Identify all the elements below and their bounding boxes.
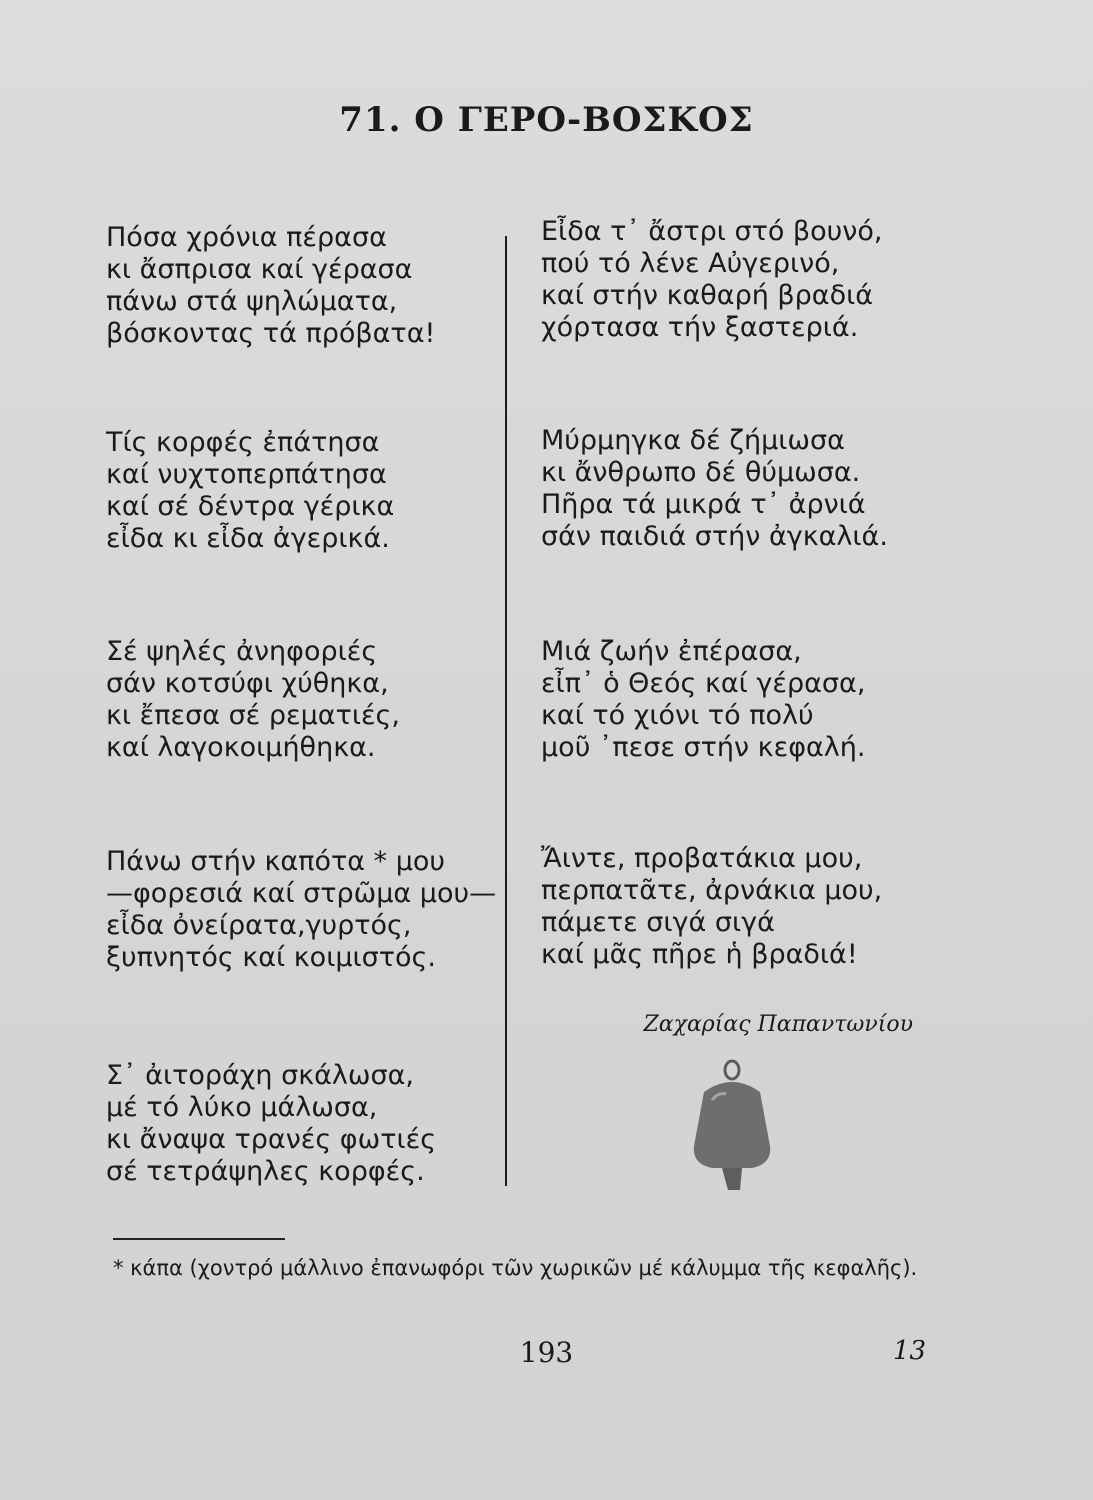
page-number: 193 — [519, 1336, 574, 1369]
verse-line: Μιά ζωήν ἐπέρασα, — [541, 636, 802, 667]
verse-line: κι ἔπεσα σέ ρεματιές, — [106, 700, 400, 731]
stanza-left-4 — [106, 846, 496, 974]
verse-line: σάν κοτσύφι χύθηκα, — [106, 668, 389, 699]
stanza-left-2 — [106, 427, 394, 555]
footnote-rule — [113, 1238, 285, 1240]
stanza-left-5 — [106, 1060, 436, 1188]
verse-line: περπατᾶτε, ἀρνάκια μου, — [541, 875, 883, 906]
verse-line: εἶπ᾽ ὁ Θεός καί γέρασα, — [541, 668, 866, 699]
stanza-right-1 — [541, 216, 882, 344]
bell-icon — [682, 1056, 782, 1196]
verse-line: μοῦ ᾽πεσε στήν κεφαλή. — [541, 732, 866, 763]
verse-line: ξυπνητός καί κοιμιστός. — [106, 942, 436, 973]
footnote: * κάπα (χοντρό μάλλινο ἐπανωφόρι τῶν χωρικῶν μέ κάλυμμα τῆς κεφαλῆς). — [113, 1256, 918, 1280]
verse-line: Εἶδα τ᾽ ἄστρι στό βουνό, — [541, 216, 883, 247]
verse-line: Τίς κορφές ἐπάτησα — [106, 427, 380, 458]
verse-line: εἶδα κι εἶδα ἀγερικά. — [106, 523, 390, 554]
verse-line: μέ τό λύκο μάλωσα, — [106, 1092, 378, 1123]
stanza-right-3 — [541, 636, 865, 764]
verse-line: πού τό λένε Αὐγερινό, — [541, 248, 840, 279]
verse-line: Πόσα χρόνια πέρασα — [106, 222, 387, 253]
verse-line: κι ἄναψα τρανές φωτιές — [106, 1124, 437, 1155]
stanza-left-3 — [106, 636, 400, 764]
verse-line: πάμετε σιγά σιγά — [541, 907, 775, 938]
verse-line: καί λαγοκοιμήθηκα. — [106, 732, 376, 763]
stanza-right-4 — [541, 843, 882, 971]
verse-line: —φορεσιά καί στρῶμα μου— — [106, 878, 497, 909]
verse-line: καί τό χιόνι τό πολύ — [541, 700, 814, 731]
verse-line: Ἄιντε, προβατάκια μου, — [541, 843, 863, 874]
verse-line: βόσκοντας τά πρόβατα! — [106, 318, 436, 349]
stanza-right-2 — [541, 425, 888, 553]
verse-line: Πάνω στήν καπότα * μου — [106, 846, 446, 877]
stanza-left-1 — [106, 222, 435, 350]
author-signature: Ζαχαρίας Παπαντωνίου — [643, 1012, 913, 1037]
verse-line: εἶδα ὀνείρατα,γυρτός, — [106, 910, 412, 941]
verse-line: καί στήν καθαρή βραδιά — [541, 280, 874, 311]
verse-line: σέ τετράψηλες κορφές. — [106, 1156, 425, 1187]
verse-line: Σ᾽ ἀιτοράχη σκάλωσα, — [106, 1060, 414, 1091]
verse-line: καί σέ δέντρα γέρικα — [106, 491, 395, 522]
verse-line: Πῆρα τά μικρά τ᾽ ἀρνιά — [541, 489, 866, 520]
verse-line: πάνω στά ψηλώματα, — [106, 286, 398, 317]
verse-line: καί νυχτοπερπάτησα — [106, 459, 387, 490]
verse-line: καί μᾶς πῆρε ἡ βραδιά! — [541, 939, 858, 970]
verse-line: χόρτασα τήν ξαστεριά. — [541, 312, 859, 343]
verse-line: σάν παιδιά στήν ἀγκαλιά. — [541, 521, 888, 552]
column-divider — [505, 236, 507, 1186]
verse-line: κι ἄνθρωπο δέ θύμωσα. — [541, 457, 861, 488]
verse-line: κι ἄσπρισα καί γέρασα — [106, 254, 413, 285]
poem-title: 71. Ο ΓΕΡΟ-ΒΟΣΚΟΣ — [339, 100, 754, 140]
verse-line: Σέ ψηλές ἀνηφοριές — [106, 636, 378, 667]
verse-line: Μύρμηγκα δέ ζήμιωσα — [541, 425, 845, 456]
signature-number: 13 — [893, 1336, 927, 1366]
